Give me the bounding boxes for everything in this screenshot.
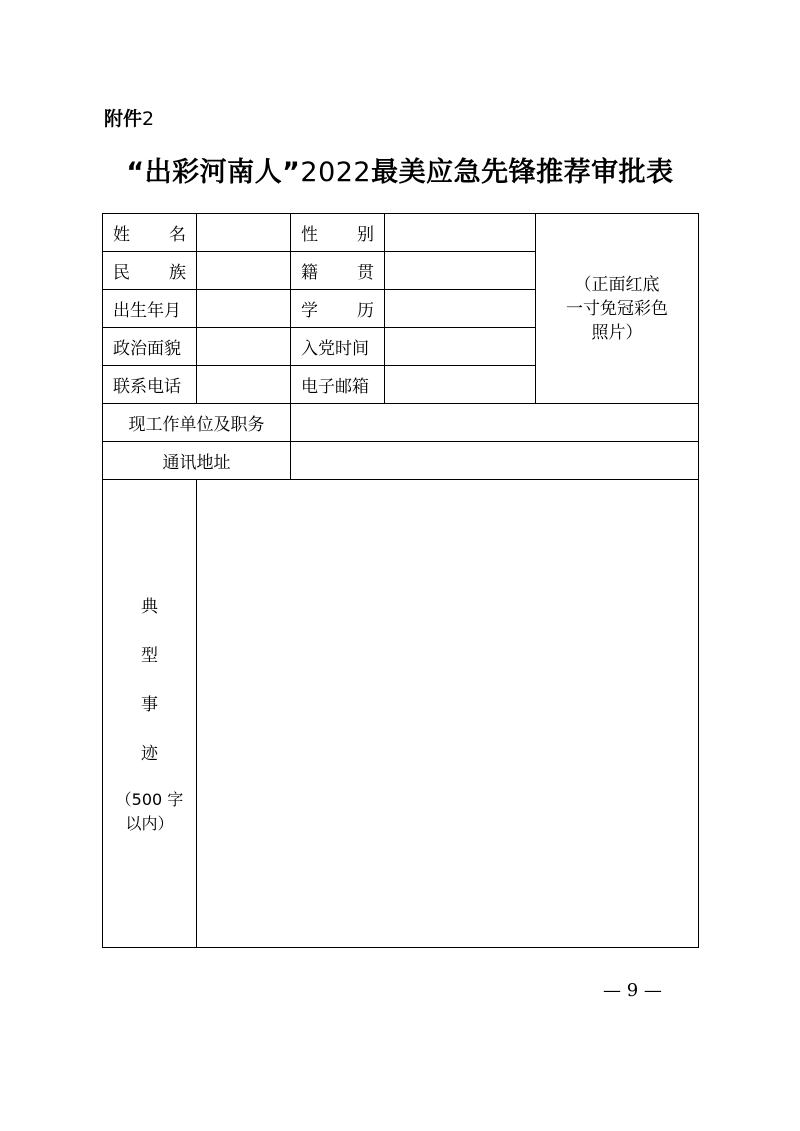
recommendation-form-table: [102, 213, 699, 948]
email-field[interactable]: [385, 366, 536, 404]
gender-label-char-2: 别: [357, 225, 374, 245]
work-unit-field[interactable]: [291, 404, 699, 442]
deeds-label-char-2: 型: [141, 645, 158, 666]
deeds-label-char-1: 典: [141, 596, 158, 617]
native-place-label-char-2: 贯: [357, 263, 374, 283]
party-join-date-field[interactable]: [385, 328, 536, 366]
address-field[interactable]: [291, 442, 699, 480]
attachment-label-text: 附件: [104, 108, 143, 130]
native-place-field[interactable]: [385, 252, 536, 290]
education-label: [291, 290, 385, 328]
attachment-number: 2: [142, 108, 155, 130]
gender-field[interactable]: [385, 214, 536, 252]
address-label: 通讯地址: [103, 442, 291, 480]
education-field[interactable]: [385, 290, 536, 328]
native-place-label-char-1: 籍: [301, 263, 318, 283]
name-label-char-2: 名: [169, 225, 186, 245]
deeds-label-char-3: 事: [141, 694, 158, 715]
deeds-field[interactable]: [197, 480, 699, 948]
birth-date-label: 出生年月: [103, 290, 197, 328]
deeds-label: [103, 480, 197, 948]
photo-area[interactable]: [536, 214, 699, 404]
ethnicity-label-char-1: 民: [113, 263, 130, 283]
name-field[interactable]: [197, 214, 291, 252]
party-join-date-label: 入党时间: [291, 328, 385, 366]
work-unit-label: 现工作单位及职务: [103, 404, 291, 442]
form-row-address: [103, 442, 699, 480]
gender-label: [291, 214, 385, 252]
ethnicity-label-char-2: 族: [169, 263, 186, 283]
title-prefix: “出彩河南人”: [126, 157, 301, 188]
page-number: — 9 —: [603, 980, 662, 1001]
gender-label-char-1: 性: [301, 225, 318, 245]
form-row-name: [103, 214, 699, 252]
attachment-label: [104, 104, 154, 131]
education-label-char-2: 历: [357, 301, 374, 321]
birth-date-field[interactable]: [197, 290, 291, 328]
ethnicity-label: [103, 252, 197, 290]
ethnicity-field[interactable]: [197, 252, 291, 290]
native-place-label: [291, 252, 385, 290]
name-label-char-1: 姓: [113, 225, 130, 245]
form-row-work-unit: [103, 404, 699, 442]
political-status-field[interactable]: [197, 328, 291, 366]
deeds-label-char-4: 迹: [141, 743, 158, 764]
phone-field[interactable]: [197, 366, 291, 404]
name-label: [103, 214, 197, 252]
political-status-label: 政治面貌: [103, 328, 197, 366]
phone-label: 联系电话: [103, 366, 197, 404]
education-label-char-1: 学: [301, 301, 318, 321]
photo-note: （正面红底 一寸免冠彩色 照片）: [566, 274, 668, 343]
deeds-word-limit-note: （500 字 以内）: [115, 789, 184, 833]
title-year: 2022: [300, 157, 372, 188]
email-label: 电子邮箱: [291, 366, 385, 404]
page-title: [0, 150, 800, 189]
title-suffix: 最美应急先锋推荐审批表: [371, 157, 674, 188]
form-row-deeds: [103, 480, 699, 948]
